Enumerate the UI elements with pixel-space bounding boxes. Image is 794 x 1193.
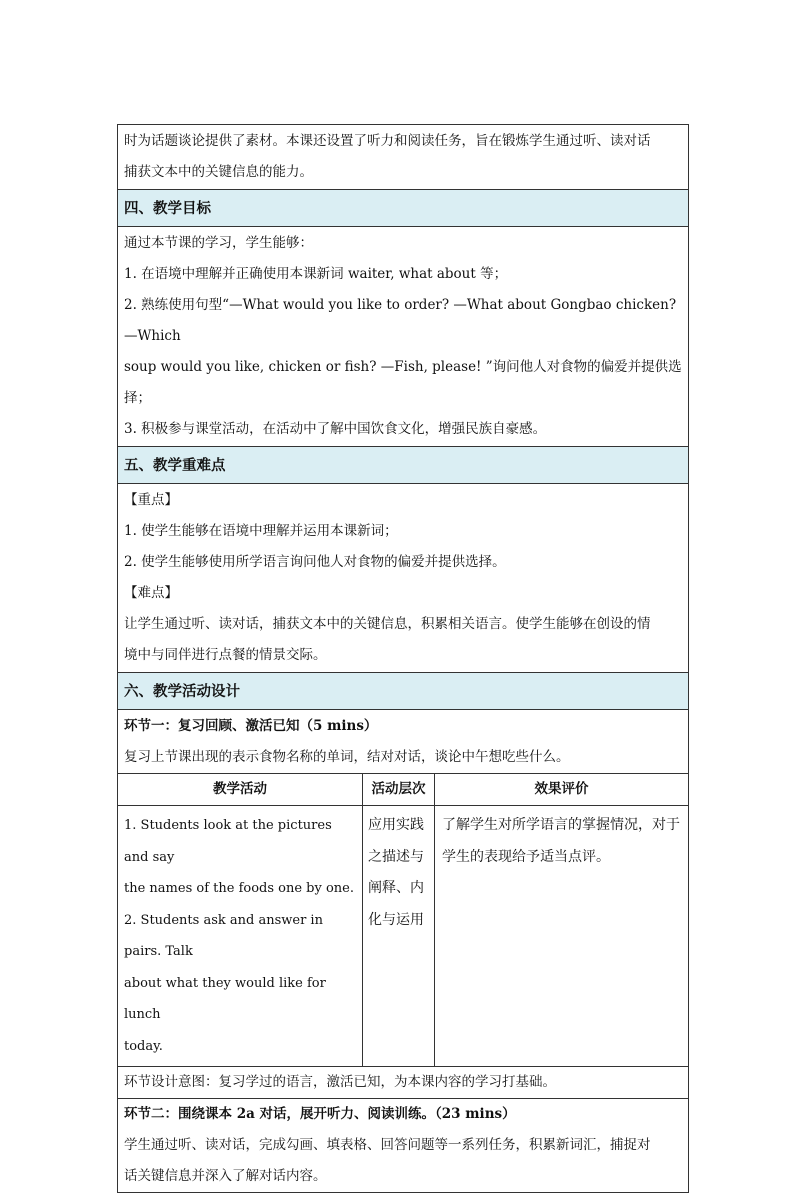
key-points-label: 【重点】 — [124, 492, 178, 508]
objectives-block — [118, 227, 688, 447]
objective-item: 1. 在语境中理解并正确使用本课新词 waiter, what about 等； — [124, 266, 508, 282]
objective-item: soup would you like, chicken or fish? —Fish, please! ”询问他人对食物的偏爱并提供选择； — [124, 359, 682, 406]
evaluation-cell — [435, 806, 688, 1066]
level-line: 阐释、内 — [368, 880, 424, 896]
evaluation-line: 了解学生对所学语言的掌握情况，对于 — [442, 817, 680, 833]
intro-line: 时为话题谈论提供了素材。本课还设置了听力和阅读任务，旨在锻炼学生通过听、读对话 — [124, 133, 651, 149]
activity-line: today. — [124, 1038, 163, 1054]
activity-line: 1. Students look at the pictures and say — [124, 818, 332, 865]
column-header-level: 活动层次 — [363, 774, 435, 805]
evaluation-line: 学生的表现给予适当点评。 — [442, 848, 610, 865]
difficult-point-line: 让学生通过听、读对话，捕获文本中的关键信息，积累相关语言。使学生能够在创设的情 — [124, 616, 651, 632]
step2-description: 学生通过听、读对话，完成勾画、填表格、回答问题等一系列任务，积累新词汇，捕捉对 — [124, 1137, 651, 1153]
activity-line: about what they would like for lunch — [124, 975, 326, 1022]
step2-title: 环节二：围绕课本 2a 对话，展开听力、阅读训练。（23 mins） — [124, 1106, 516, 1122]
intro-line: 捕获文本中的关键信息的能力。 — [124, 164, 313, 180]
intro-block — [118, 125, 688, 190]
activity-table-header — [118, 774, 688, 806]
step1-title: 环节一：复习回顾、激活已知（5 mins） — [124, 718, 378, 734]
objectives-lead: 通过本节课的学习，学生能够： — [124, 235, 313, 251]
column-header-evaluation: 效果评价 — [534, 781, 589, 797]
level-cell — [363, 806, 435, 1066]
step1-block — [118, 710, 688, 774]
level-line: 之描述与 — [368, 848, 424, 865]
section-heading-key-points: 五、教学重难点 — [118, 447, 688, 484]
section-heading-activities: 六、教学活动设计 — [118, 673, 688, 710]
activity-line: 2. Students ask and answer in pairs. Talk — [124, 912, 323, 959]
objective-item: 2. 熟练使用句型“—What would you like to order? —What about Gongbao chicken? —Which — [124, 297, 677, 344]
activity-line: the names of the foods one by one. — [124, 881, 355, 896]
difficult-points-label: 【难点】 — [124, 585, 178, 601]
key-points-block — [118, 484, 688, 673]
lesson-plan-table — [117, 124, 689, 1193]
level-line: 应用实践 — [368, 817, 424, 833]
objective-item: 3. 积极参与课堂活动，在活动中了解中国饮食文化，增强民族自豪感。 — [124, 421, 547, 437]
step1-description: 复习上节课出现的表示食物名称的单词，结对对话，谈论中午想吃些什么。 — [124, 749, 570, 765]
step1-intent: 环节设计意图：复习学过的语言，激活已知，为本课内容的学习打基础。 — [118, 1067, 688, 1099]
difficult-point-line: 境中与同伴进行点餐的情景交际。 — [124, 647, 327, 663]
section-heading-objectives: 四、教学目标 — [118, 190, 688, 227]
key-point-item: 1. 使学生能够在语境中理解并运用本课新词； — [124, 523, 398, 539]
column-header-activity: 教学活动 — [118, 774, 363, 805]
key-point-item: 2. 使学生能够使用所学语言询问他人对食物的偏爱并提供选择。 — [124, 554, 506, 570]
step2-block — [118, 1099, 688, 1192]
activity-table-row — [118, 806, 688, 1067]
level-line: 化与运用 — [368, 911, 424, 928]
step2-description: 话关键信息并深入了解对话内容。 — [124, 1168, 327, 1184]
activity-cell — [118, 806, 363, 1066]
